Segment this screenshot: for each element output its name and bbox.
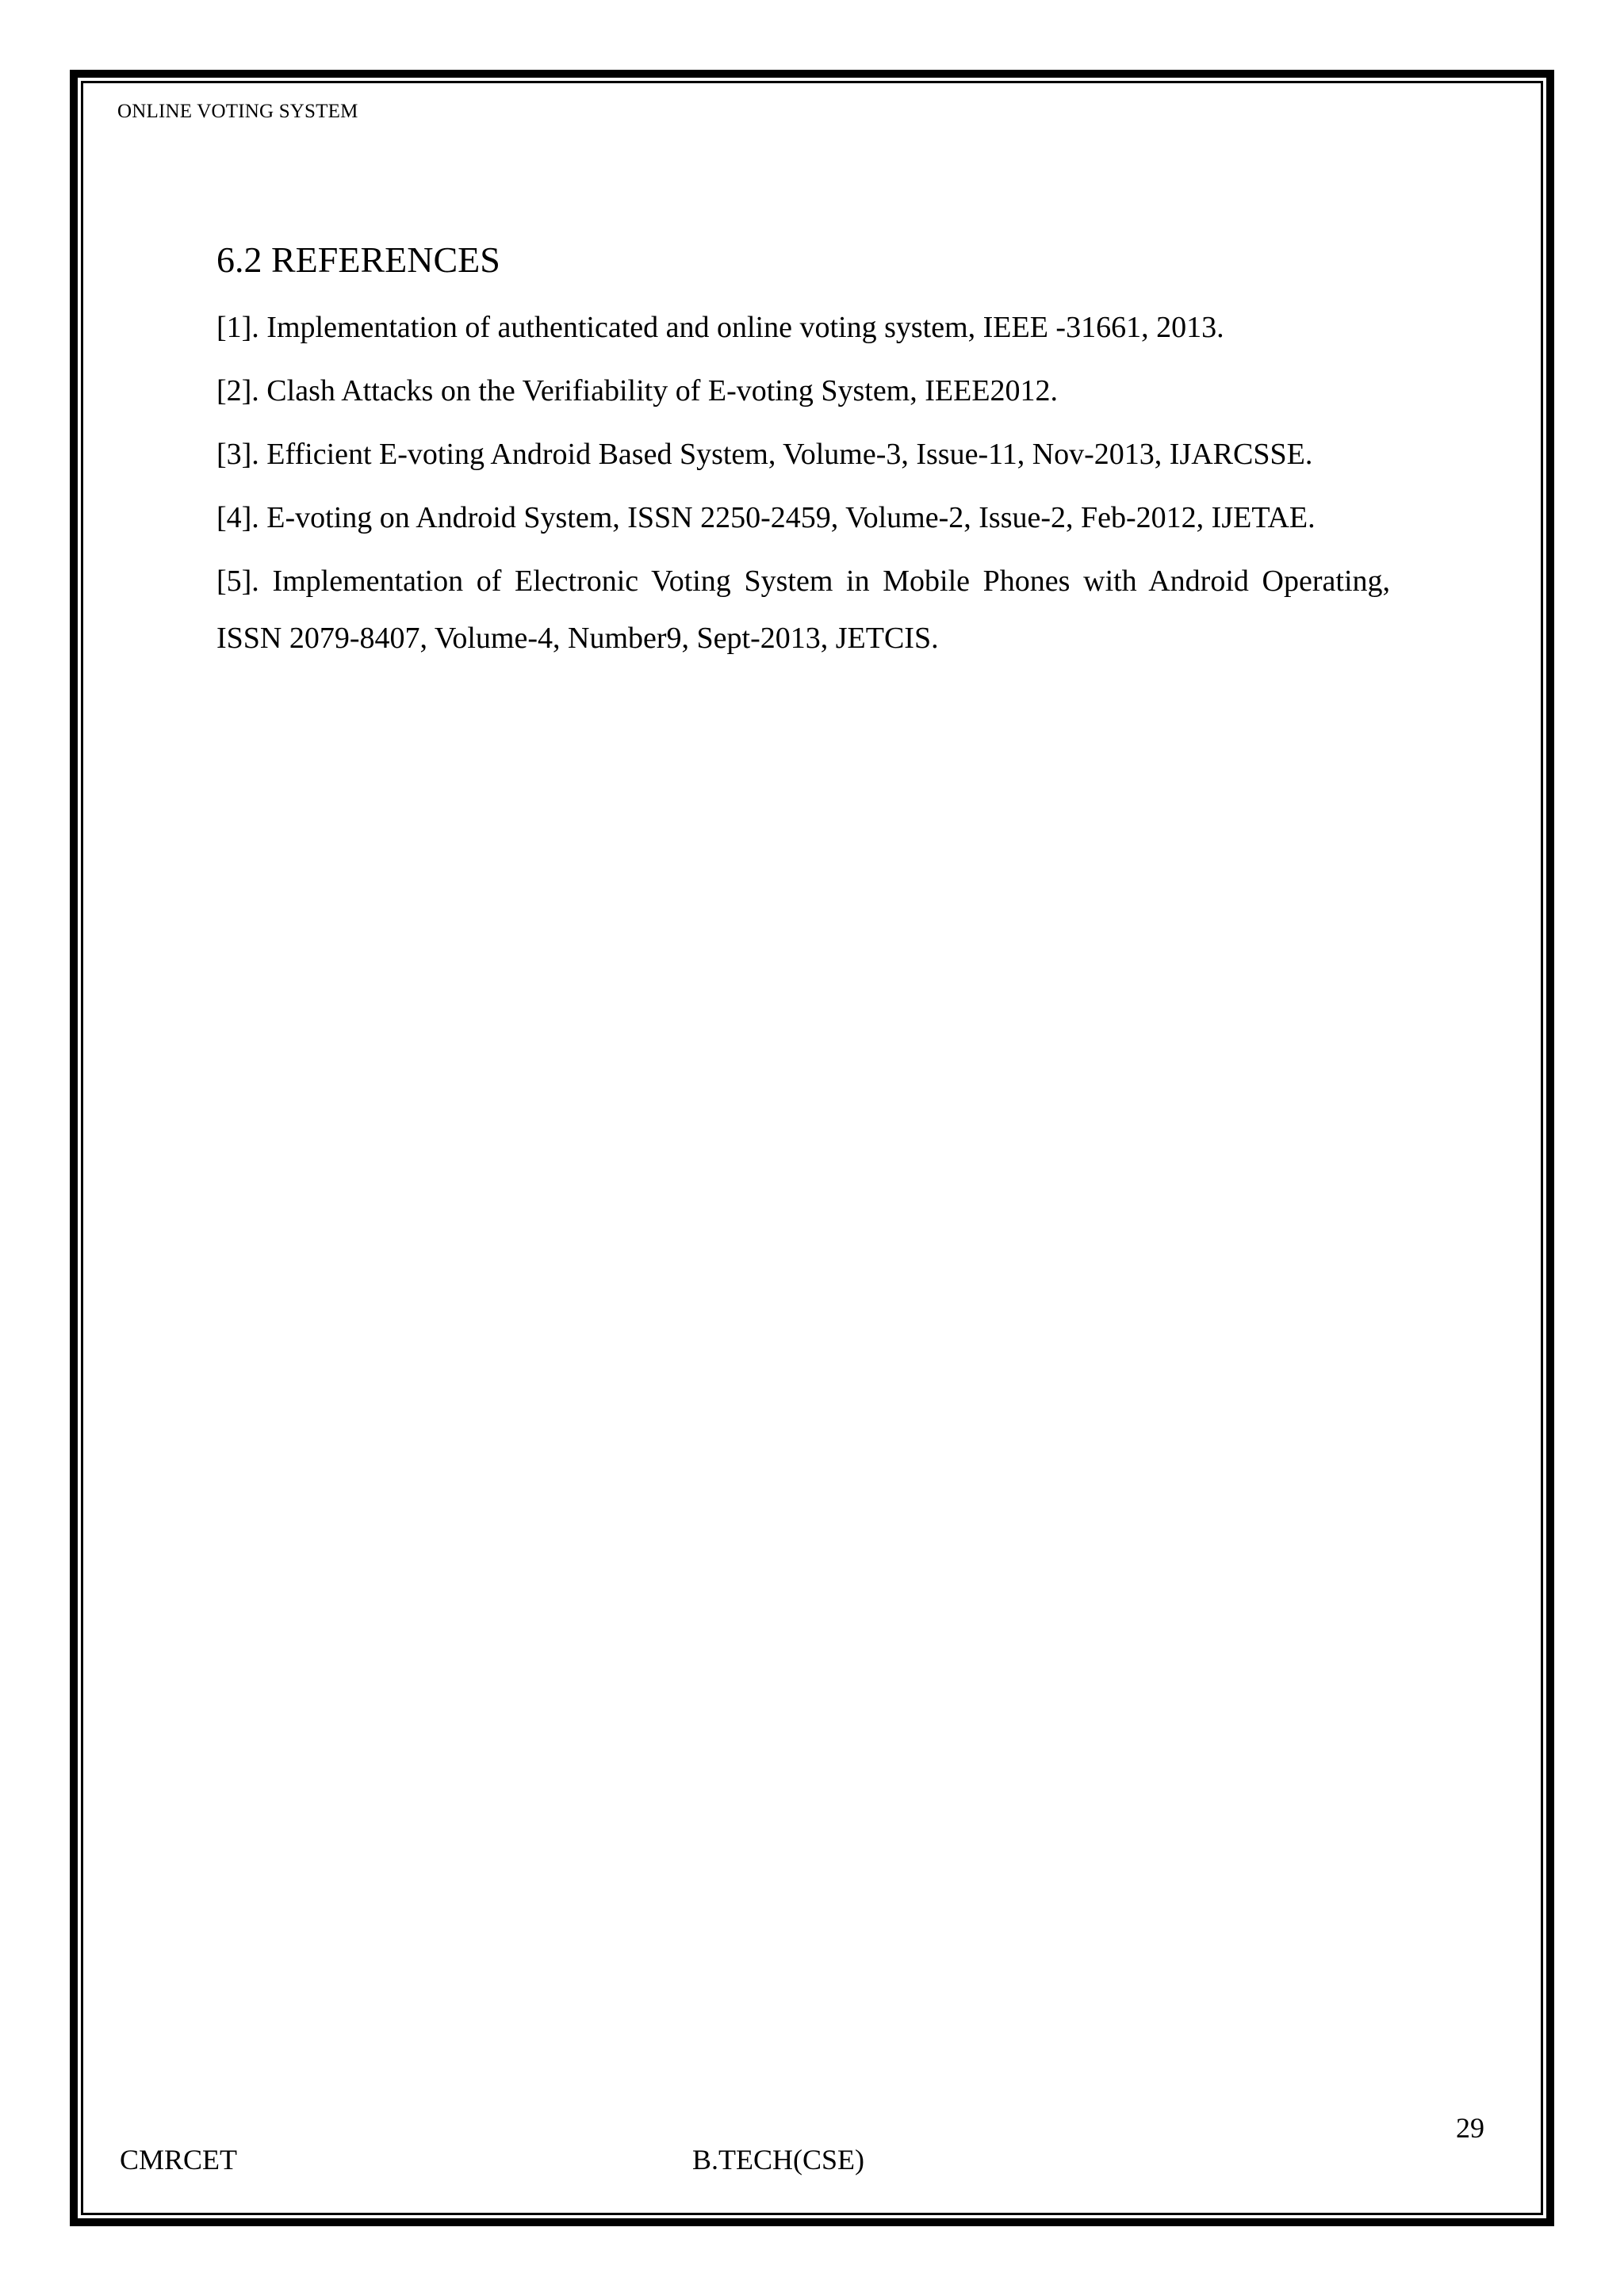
page-number: 29 (1456, 2112, 1484, 2144)
reference-item-5: [5]. Implementation of Electronic Voting System in Mobile Phones with Android Operating, ISSN 2079-8407, Volume-4, Number9, Sept-2013, JETCIS. (216, 564, 1390, 656)
main-content (216, 238, 1390, 673)
footer-institution: CMRCET (120, 2144, 238, 2175)
reference-item-3: [3]. Efficient E-voting Android Based System, Volume-3, Issue-11, Nov-2013, IJARCSSE. (216, 438, 1313, 472)
reference-item-1: [1]. Implementation of authenticated and online voting system, IEEE -31661, 2013. (216, 311, 1224, 345)
reference-item-4: [4]. E-voting on Android System, ISSN 2250-2459, Volume-2, Issue-2, Feb-2012, IJETAE. (216, 501, 1316, 535)
running-header: ONLINE VOTING SYSTEM (117, 101, 358, 122)
reference-item-2: [2]. Clash Attacks on the Verifiability of E-voting System, IEEE2012. (216, 374, 1059, 408)
footer-department: B.TECH(CSE) (692, 2144, 865, 2175)
section-heading: 6.2 REFERENCES (216, 239, 500, 280)
